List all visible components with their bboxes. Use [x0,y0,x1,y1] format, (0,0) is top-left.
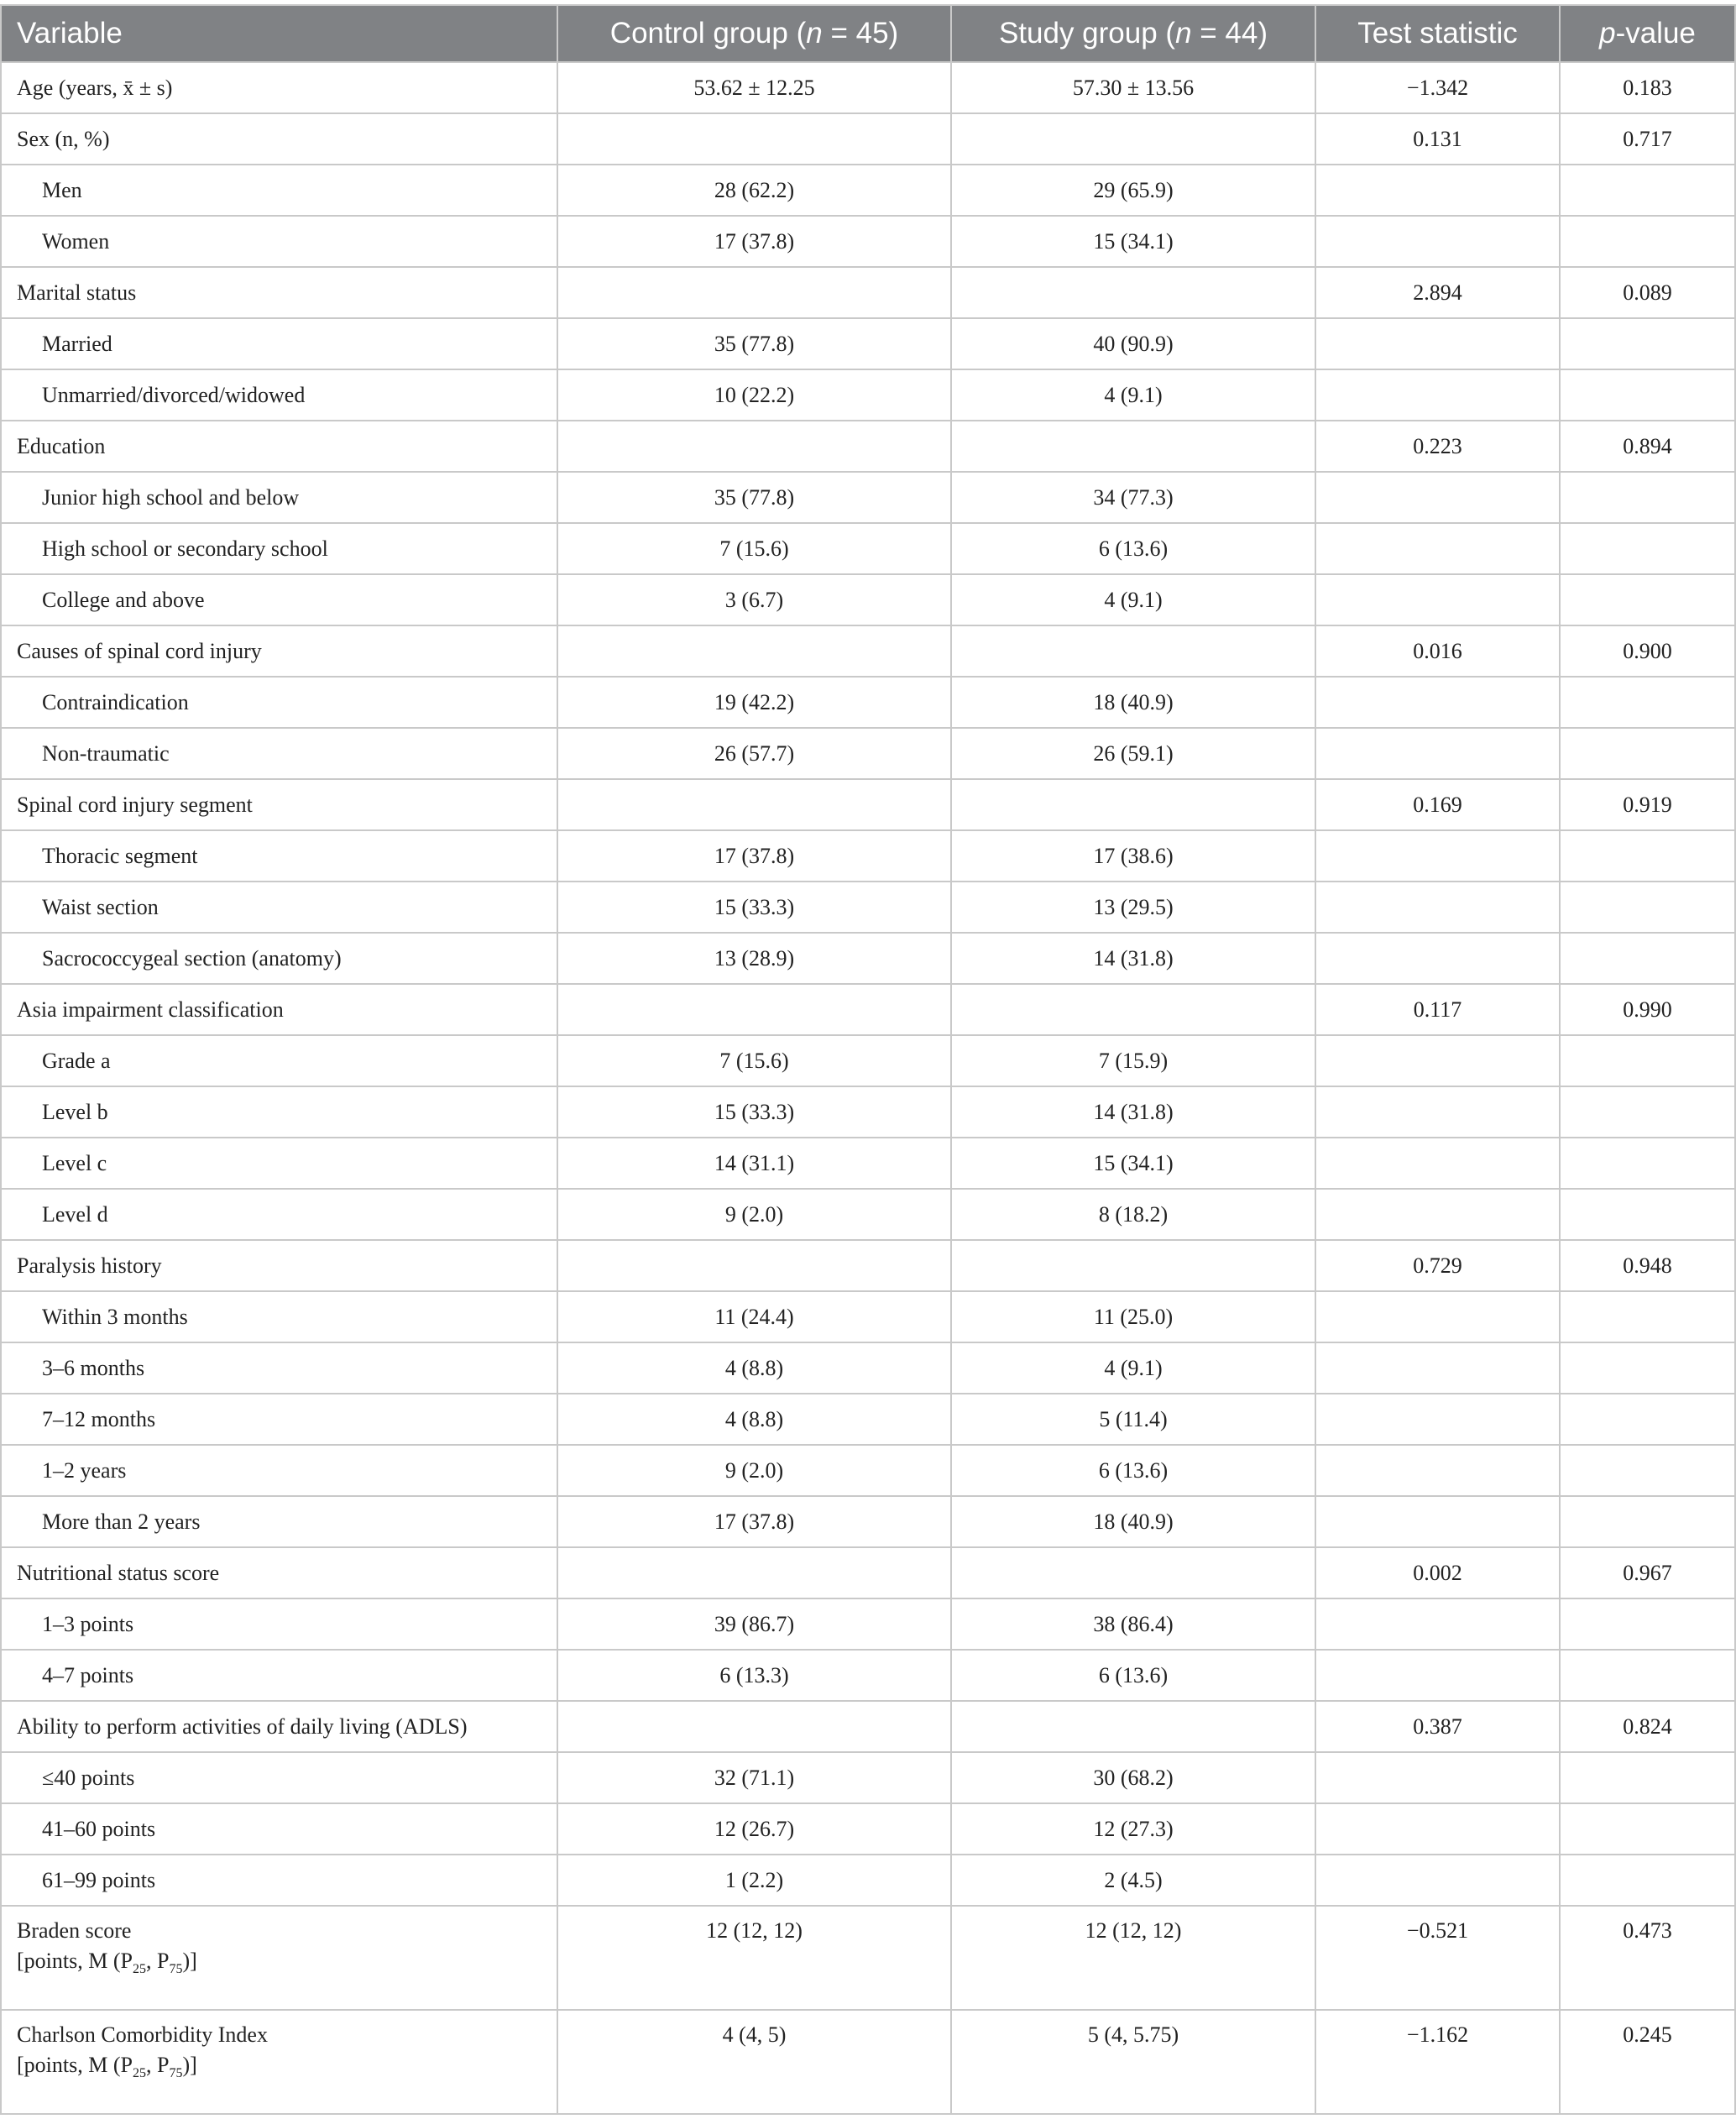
test-statistic [1315,1189,1560,1240]
test-statistic [1315,472,1560,523]
control-value: 32 (71.1) [557,1752,951,1803]
braden-label-cell [1,1906,557,2010]
control-value: 35 (77.8) [557,318,951,369]
control-value: 15 (33.3) [557,882,951,933]
p-value [1560,1445,1735,1496]
control-value [557,1701,951,1752]
study-value: 14 (31.8) [951,1086,1315,1138]
row-label: Sex (n, %) [1,113,557,165]
p-value: 0.990 [1560,984,1735,1035]
control-value: 12 (26.7) [557,1803,951,1855]
control-value: 4 (8.8) [557,1342,951,1394]
row-label: Sacrococcygeal section (anatomy) [1,933,557,984]
test-statistic [1315,1855,1560,1906]
control-value: 15 (33.3) [557,1086,951,1138]
p-value [1560,1086,1735,1138]
control-value: 26 (57.7) [557,728,951,779]
p-value [1560,1342,1735,1394]
table-row [1,882,1735,933]
table-row [1,1189,1735,1240]
p-value: 0.824 [1560,1701,1735,1752]
study-value: 18 (40.9) [951,677,1315,728]
table-row [1,1138,1735,1189]
row-label: Non-traumatic [1,728,557,779]
control-value: 14 (31.1) [557,1138,951,1189]
p-value [1560,830,1735,882]
table-row [1,165,1735,216]
control-value: 10 (22.2) [557,369,951,421]
p-value [1560,1650,1735,1701]
row-label: Level b [1,1086,557,1138]
test-statistic: 0.002 [1315,1547,1560,1598]
test-statistic [1315,1496,1560,1547]
charlson-p: 0.245 [1560,2010,1735,2114]
row-label: More than 2 years [1,1496,557,1547]
row-label: Married [1,318,557,369]
control-value [557,779,951,830]
table-row [1,625,1735,677]
header-control-suffix: = 45) [822,17,899,50]
charlson-unit: [points, M ($P_{25}$, $P_{75}$)] [17,2053,197,2081]
test-statistic [1315,369,1560,421]
table-row [1,1342,1735,1394]
study-value: 29 (65.9) [951,165,1315,216]
p-value [1560,933,1735,984]
control-value [557,1547,951,1598]
study-value: 15 (34.1) [951,216,1315,267]
row-label: Paralysis history [1,1240,557,1291]
table-row [1,216,1735,267]
table-row [1,1291,1735,1342]
control-value: 3 (6.7) [557,574,951,625]
braden-label: Braden score [17,1918,132,1943]
table-row [1,1240,1735,1291]
row-label: Education [1,421,557,472]
p-value [1560,882,1735,933]
test-statistic [1315,1291,1560,1342]
study-value: 5 (11.4) [951,1394,1315,1445]
table-row [1,421,1735,472]
study-value [951,1701,1315,1752]
row-label: 4–7 points [1,1650,557,1701]
p-value [1560,574,1735,625]
header-variable: Variable [1,5,557,62]
header-study-group [951,5,1315,62]
test-statistic [1315,882,1560,933]
control-value: 11 (24.4) [557,1291,951,1342]
study-value: 14 (31.8) [951,933,1315,984]
study-value: 57.30 ± 13.56 [951,62,1315,113]
test-statistic [1315,523,1560,574]
braden-test: −0.521 [1315,1906,1560,2010]
p-value [1560,1138,1735,1189]
control-value: 53.62 ± 12.25 [557,62,951,113]
header-control-prefix: Control group ( [609,17,807,50]
study-value [951,1547,1315,1598]
row-label: Women [1,216,557,267]
baseline-characteristics-table [0,4,1736,2115]
test-statistic [1315,1342,1560,1394]
header-test-statistic: Test statistic [1315,5,1560,62]
test-statistic [1315,677,1560,728]
study-value: 34 (77.3) [951,472,1315,523]
table-row [1,1547,1735,1598]
table-row [1,62,1735,113]
study-value: 4 (9.1) [951,574,1315,625]
test-statistic [1315,1445,1560,1496]
study-value [951,779,1315,830]
row-label: Nutritional status score [1,1547,557,1598]
test-statistic [1315,165,1560,216]
test-statistic [1315,1394,1560,1445]
p-value: 0.089 [1560,267,1735,318]
charlson-label: Charlson Comorbidity Index [17,2022,268,2047]
row-label: Within 3 months [1,1291,557,1342]
study-value: 12 (27.3) [951,1803,1315,1855]
test-statistic: 0.131 [1315,113,1560,165]
row-label: Ability to perform activities of daily living (ADLS) [1,1701,557,1752]
braden-control: 12 (12, 12) [557,1906,951,2010]
table-row-braden [1,1906,1735,2010]
header-row [1,5,1735,62]
table-row [1,369,1735,421]
row-label: Unmarried/divorced/widowed [1,369,557,421]
table-row [1,830,1735,882]
table-row [1,523,1735,574]
test-statistic: 0.387 [1315,1701,1560,1752]
table-row [1,1394,1735,1445]
row-label: Age (years, x̄ ± s) [1,62,557,113]
row-label: Waist section [1,882,557,933]
row-label: Marital status [1,267,557,318]
study-value [951,421,1315,472]
test-statistic [1315,1035,1560,1086]
test-statistic [1315,830,1560,882]
control-value: 35 (77.8) [557,472,951,523]
row-label: 3–6 months [1,1342,557,1394]
row-label: Asia impairment classification [1,984,557,1035]
header-study-n: n [1175,17,1192,50]
p-value [1560,1803,1735,1855]
p-value [1560,523,1735,574]
test-statistic [1315,1138,1560,1189]
row-label: Men [1,165,557,216]
test-statistic [1315,1598,1560,1650]
table-row [1,933,1735,984]
table-row [1,1650,1735,1701]
p-value [1560,1291,1735,1342]
row-label: Spinal cord injury segment [1,779,557,830]
baseline-characteristics-table-wrap [0,4,1736,2115]
control-value: 6 (13.3) [557,1650,951,1701]
row-label: 7–12 months [1,1394,557,1445]
p-value [1560,677,1735,728]
control-value [557,984,951,1035]
study-value: 4 (9.1) [951,1342,1315,1394]
header-control-group [557,5,951,62]
table-row [1,472,1735,523]
study-value: 40 (90.9) [951,318,1315,369]
row-label: Thoracic segment [1,830,557,882]
p-value [1560,1598,1735,1650]
table-row [1,1752,1735,1803]
study-value: 13 (29.5) [951,882,1315,933]
study-value: 6 (13.6) [951,523,1315,574]
p-value [1560,369,1735,421]
table-row [1,1035,1735,1086]
table-row [1,677,1735,728]
p-value [1560,1496,1735,1547]
p-value [1560,728,1735,779]
table-row [1,984,1735,1035]
test-statistic [1315,318,1560,369]
control-value: 28 (62.2) [557,165,951,216]
test-statistic [1315,574,1560,625]
charlson-label-cell [1,2010,557,2114]
row-label: Causes of spinal cord injury [1,625,557,677]
test-statistic [1315,1650,1560,1701]
row-label: Level c [1,1138,557,1189]
p-value: 0.717 [1560,113,1735,165]
row-label: 61–99 points [1,1855,557,1906]
control-value: 9 (2.0) [557,1445,951,1496]
control-value [557,113,951,165]
p-value: 0.919 [1560,779,1735,830]
test-statistic [1315,728,1560,779]
study-value: 11 (25.0) [951,1291,1315,1342]
table-row [1,113,1735,165]
control-value: 17 (37.8) [557,830,951,882]
table-row [1,1701,1735,1752]
p-value [1560,1394,1735,1445]
control-value: 1 (2.2) [557,1855,951,1906]
p-value: 0.900 [1560,625,1735,677]
study-value: 26 (59.1) [951,728,1315,779]
study-value: 38 (86.4) [951,1598,1315,1650]
test-statistic: −1.342 [1315,62,1560,113]
test-statistic: 0.117 [1315,984,1560,1035]
row-label: Junior high school and below [1,472,557,523]
study-value: 7 (15.9) [951,1035,1315,1086]
test-statistic: 0.223 [1315,421,1560,472]
header-control-n: n [806,17,823,50]
test-statistic [1315,1086,1560,1138]
table-row [1,1445,1735,1496]
row-label: 41–60 points [1,1803,557,1855]
braden-unit: [points, M ($P_{25}$, $P_{75}$)] [17,1949,197,1977]
control-value: 9 (2.0) [557,1189,951,1240]
table-row [1,728,1735,779]
row-label: Grade a [1,1035,557,1086]
row-label: Contraindication [1,677,557,728]
table-row [1,1086,1735,1138]
row-label: 1–2 years [1,1445,557,1496]
p-value: 0.948 [1560,1240,1735,1291]
control-value: 13 (28.9) [557,933,951,984]
p-value [1560,1752,1735,1803]
row-label: Level d [1,1189,557,1240]
study-value: 17 (38.6) [951,830,1315,882]
control-value: 17 (37.8) [557,1496,951,1547]
table-row [1,1496,1735,1547]
table-row [1,1803,1735,1855]
study-value [951,625,1315,677]
p-value [1560,216,1735,267]
p-value [1560,1855,1735,1906]
test-statistic: 0.729 [1315,1240,1560,1291]
table-row [1,1598,1735,1650]
control-value: 4 (8.8) [557,1394,951,1445]
header-p-value [1560,5,1735,62]
study-value: 6 (13.6) [951,1650,1315,1701]
study-value: 2 (4.5) [951,1855,1315,1906]
p-value: 0.967 [1560,1547,1735,1598]
study-value: 8 (18.2) [951,1189,1315,1240]
control-value [557,625,951,677]
test-statistic [1315,1803,1560,1855]
braden-p: 0.473 [1560,1906,1735,2010]
test-statistic: 0.169 [1315,779,1560,830]
control-value: 7 (15.6) [557,1035,951,1086]
study-value [951,267,1315,318]
p-value [1560,318,1735,369]
table-row-charlson [1,2010,1735,2114]
control-value [557,267,951,318]
control-value: 19 (42.2) [557,677,951,728]
test-statistic [1315,933,1560,984]
control-value [557,1240,951,1291]
braden-study: 12 (12, 12) [951,1906,1315,2010]
study-value: 30 (68.2) [951,1752,1315,1803]
p-value [1560,165,1735,216]
row-label: College and above [1,574,557,625]
study-value [951,1240,1315,1291]
study-value [951,984,1315,1035]
table-row [1,574,1735,625]
test-statistic: 2.894 [1315,267,1560,318]
test-statistic [1315,1752,1560,1803]
header-p-italic: p [1599,17,1616,50]
header-p-suffix: -value [1615,17,1696,50]
study-value: 4 (9.1) [951,369,1315,421]
control-value: 17 (37.8) [557,216,951,267]
p-value: 0.894 [1560,421,1735,472]
p-value [1560,472,1735,523]
p-value: 0.183 [1560,62,1735,113]
row-label: High school or secondary school [1,523,557,574]
study-value [951,113,1315,165]
study-value: 18 (40.9) [951,1496,1315,1547]
study-value: 15 (34.1) [951,1138,1315,1189]
table-row [1,318,1735,369]
table-row [1,1855,1735,1906]
table-row [1,779,1735,830]
row-label: 1–3 points [1,1598,557,1650]
table-row [1,267,1735,318]
control-value: 7 (15.6) [557,523,951,574]
charlson-control: 4 (4, 5) [557,2010,951,2114]
p-value [1560,1035,1735,1086]
control-value: 39 (86.7) [557,1598,951,1650]
header-study-prefix: Study group ( [998,17,1176,50]
study-value: 6 (13.6) [951,1445,1315,1496]
test-statistic: 0.016 [1315,625,1560,677]
charlson-study: 5 (4, 5.75) [951,2010,1315,2114]
p-value [1560,1189,1735,1240]
control-value [557,421,951,472]
header-study-suffix: = 44) [1191,17,1268,50]
charlson-test: −1.162 [1315,2010,1560,2114]
test-statistic [1315,216,1560,267]
row-label: ≤40 points [1,1752,557,1803]
